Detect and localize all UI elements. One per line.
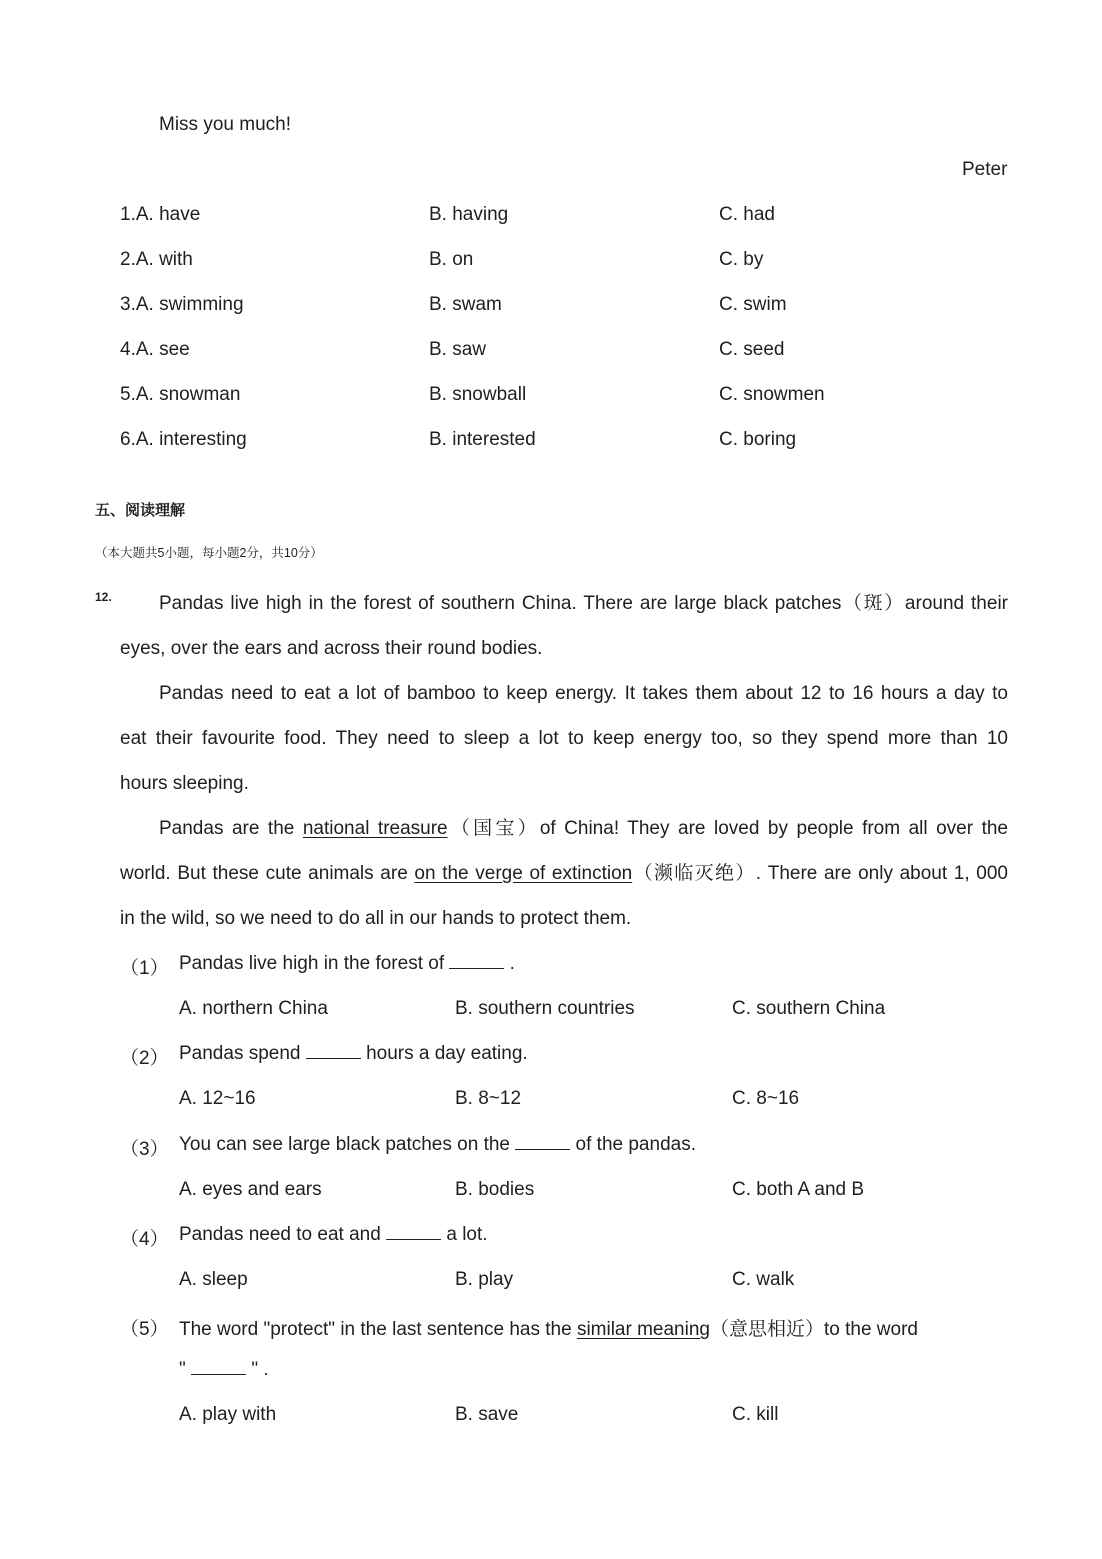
cloze-row-1 (120, 204, 200, 226)
passage-line (120, 851, 1008, 896)
question-3-stem (179, 1134, 696, 1156)
question-4-option-c: C. walk (732, 1269, 795, 1290)
cloze-option-c: C. swim (719, 294, 787, 315)
cloze-option-a: A. see (135, 339, 190, 360)
question-5-stem (179, 1314, 918, 1341)
question-5-stem-line2 (179, 1359, 269, 1381)
question-3-option-a: A. eyes and ears (179, 1179, 322, 1200)
question-5-option-b: B. save (455, 1404, 519, 1425)
cloze-number: 3. (120, 294, 136, 315)
passage-text: Pandas are the (159, 818, 303, 839)
passage-line: Pandas live high in the forest of southern China. There are large black patches（斑）around their (159, 593, 1008, 614)
question-2-option-a: A. 12~16 (179, 1088, 256, 1109)
answer-blank (515, 1148, 570, 1150)
question-5-option-a: A. play with (179, 1404, 277, 1425)
cloze-row-4 (120, 339, 190, 361)
question-1-option-b: B. southern countries (455, 998, 635, 1019)
question-3-option-c: C. both A and B (732, 1179, 865, 1200)
stem-text: " (179, 1359, 186, 1380)
question-2-stem (179, 1043, 528, 1065)
passage-text: world. But these cute animals are (120, 863, 415, 884)
letter-signature: Peter (962, 159, 1008, 180)
question-3-number: （3） (120, 1139, 169, 1160)
passage-text: （国宝）of China! They are loved by people from all over the (447, 818, 1008, 839)
question-4-number: （4） (120, 1229, 169, 1250)
cloze-option-a: A. swimming (135, 294, 244, 315)
stem-text: The word "protect" in the last sentence has the (179, 1319, 572, 1340)
cloze-row-5 (120, 384, 240, 406)
question-4-stem (179, 1224, 488, 1246)
passage-text: （濒临灭绝）. There are only about 1, 000 (632, 863, 1008, 884)
question-3-option-b: B. bodies (455, 1179, 535, 1200)
question-2-option-c: C. 8~16 (732, 1088, 800, 1109)
stem-text: （意思相近）to the word (709, 1319, 918, 1340)
stem-text: Pandas spend (179, 1043, 301, 1064)
stem-text: . (509, 953, 515, 974)
cloze-option-c: C. boring (719, 429, 797, 450)
cloze-number: 6. (120, 429, 136, 450)
passage-line: eat their favourite food. They need to sleep a lot to keep energy too, so they spend more than 10 (120, 728, 1008, 749)
question-2-number: （2） (120, 1048, 169, 1069)
passage-line: Pandas need to eat a lot of bamboo to keep energy. It takes them about 12 to 16 hours a day to (159, 683, 1008, 704)
stem-text: of the pandas. (575, 1134, 696, 1155)
question-2-option-b: B. 8~12 (455, 1088, 522, 1109)
cloze-option-c: C. seed (719, 339, 785, 360)
cloze-option-b: B. swam (429, 294, 502, 315)
cloze-option-b: B. saw (429, 339, 487, 360)
passage-line: eyes, over the ears and across their round bodies. (120, 638, 543, 659)
cloze-option-a: A. snowman (135, 384, 241, 405)
passage-line: hours sleeping. (120, 773, 249, 794)
reading-passage (120, 581, 1008, 941)
cloze-option-b: B. having (429, 204, 509, 225)
cloze-option-b: B. interested (429, 429, 536, 450)
question-5-option-c: C. kill (732, 1404, 779, 1425)
cloze-option-c: C. had (719, 204, 775, 225)
question-1-option-a: A. northern China (179, 998, 328, 1019)
answer-blank (306, 1057, 361, 1059)
section-title: 五、阅读理解 (95, 502, 186, 519)
underlined-phrase: on the verge of extinction (414, 863, 633, 884)
cloze-row-3 (120, 294, 244, 316)
letter-closing: Miss you much! (159, 114, 291, 135)
cloze-option-a: A. with (135, 249, 193, 270)
question-1-stem (179, 953, 515, 975)
answer-blank (191, 1373, 246, 1375)
passage-line: in the wild, so we need to do all in our hands to protect them. (120, 908, 632, 929)
cloze-number: 2. (120, 249, 136, 270)
stem-text: Pandas live high in the forest of (179, 953, 445, 974)
question-4-option-b: B. play (455, 1269, 514, 1290)
cloze-row-2 (120, 249, 193, 271)
cloze-option-c: C. by (719, 249, 764, 270)
section-note: （本大题共5小题，每小题2分，共10分） (95, 546, 323, 560)
cloze-number: 5. (120, 384, 136, 405)
cloze-option-a: A. have (135, 204, 201, 225)
answer-blank (386, 1238, 441, 1240)
cloze-number: 1. (120, 204, 136, 225)
question-4-option-a: A. sleep (179, 1269, 248, 1290)
stem-text: hours a day eating. (366, 1043, 528, 1064)
cloze-row-6 (120, 429, 247, 451)
question-5-number: （5） (120, 1319, 169, 1340)
cloze-option-b: B. snowball (429, 384, 527, 405)
stem-text: a lot. (446, 1224, 488, 1245)
question-number: 12. (95, 590, 112, 604)
answer-blank (449, 967, 504, 969)
question-1-number: （1） (120, 958, 169, 979)
question-1-option-c: C. southern China (732, 998, 886, 1019)
stem-text: " . (251, 1359, 269, 1380)
stem-text: You can see large black patches on the (179, 1134, 510, 1155)
underlined-phrase: national treasure (302, 818, 448, 839)
cloze-option-a: A. interesting (135, 429, 247, 450)
cloze-number: 4. (120, 339, 136, 360)
cloze-option-c: C. snowmen (719, 384, 825, 405)
underlined-phrase: similar meaning (576, 1319, 710, 1340)
cloze-option-b: B. on (429, 249, 474, 270)
stem-text: Pandas need to eat and (179, 1224, 381, 1245)
passage-line (120, 806, 1008, 851)
